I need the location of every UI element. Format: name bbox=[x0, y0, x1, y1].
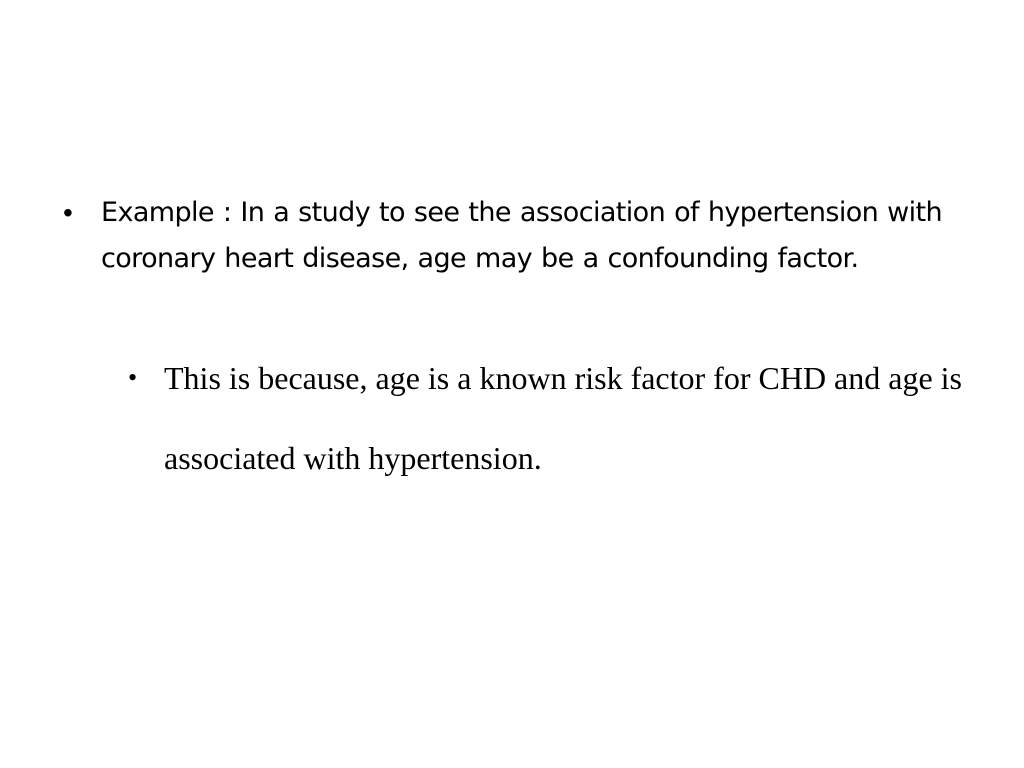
bullet-marker: • bbox=[128, 363, 138, 392]
bullet-item-example bbox=[63, 190, 943, 282]
bullet-item-explanation bbox=[128, 338, 962, 498]
bullet-text-explanation: This is because, age is a known risk factor for CHD and age is associated with hypertension. bbox=[164, 360, 962, 476]
bullet-marker: • bbox=[63, 197, 73, 228]
bullet-text-example: Example : In a study to see the association of hypertension with coronary heart disease, age may be a confounding factor. bbox=[101, 197, 943, 274]
